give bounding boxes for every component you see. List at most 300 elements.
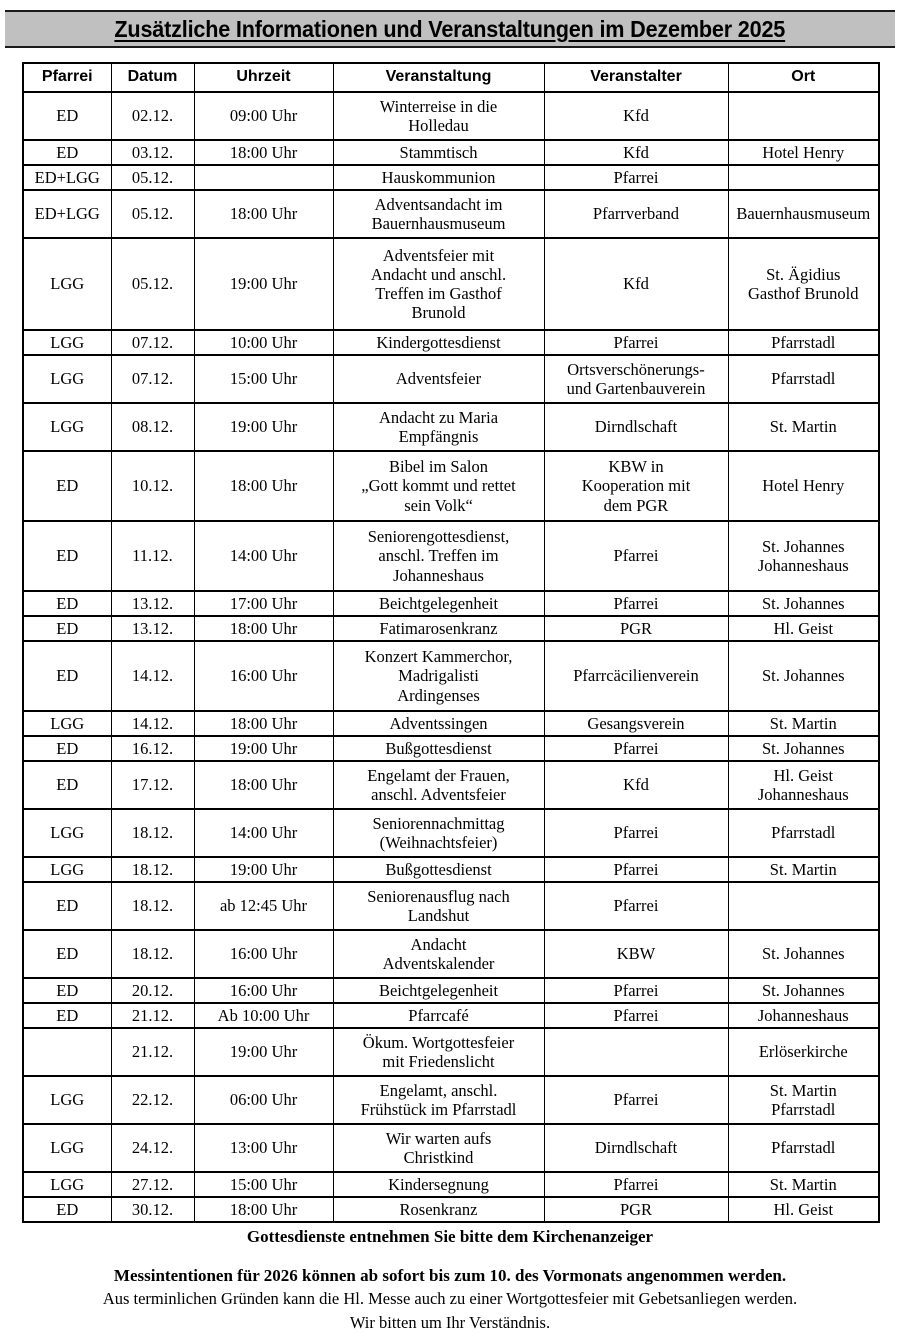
- cell-pfarrei: [23, 1124, 111, 1172]
- cell-veranstaltung: [333, 1028, 544, 1076]
- cell-ort: [728, 761, 879, 809]
- cell-line: 15:00 Uhr: [229, 1174, 298, 1194]
- cell-veranstaltung: [333, 238, 544, 330]
- events-table: [22, 62, 880, 1223]
- cell-line: 08.12.: [131, 417, 174, 437]
- cell-datum: [111, 591, 194, 616]
- table-row: [23, 930, 879, 978]
- cell-line: 14.12.: [131, 666, 174, 686]
- cell-line: Beichtgelegenheit: [378, 980, 499, 1000]
- cell-line: 19:00 Uhr: [229, 274, 298, 294]
- table-row: [23, 403, 879, 451]
- cell-datum: [111, 1028, 194, 1076]
- cell-line: Hl. Geist: [773, 1199, 834, 1219]
- cell-veranstalter: [544, 165, 728, 190]
- cell-line: 19:00 Uhr: [229, 738, 298, 758]
- cell-veranstalter: [544, 857, 728, 882]
- cell-line: Johanneshaus: [393, 565, 484, 585]
- cell-line: 19:00 Uhr: [229, 1042, 298, 1062]
- cell-line: ED+LGG: [34, 167, 100, 187]
- table-body: [23, 92, 879, 1222]
- cell-ort: [728, 403, 879, 451]
- cell-line: 18:00 Uhr: [229, 618, 298, 638]
- cell-veranstalter: [544, 711, 728, 736]
- cell-line: Gesangsverein: [587, 713, 685, 733]
- cell-line: Adventskalender: [382, 954, 495, 973]
- cell-line: Johanneshaus: [757, 1005, 849, 1025]
- cell-line: 05.12.: [131, 274, 174, 294]
- cell-line: sein Volk“: [404, 495, 473, 515]
- cell-datum: [111, 616, 194, 641]
- cell-veranstaltung: [333, 1076, 544, 1124]
- cell-ort: [728, 1197, 879, 1222]
- cell-line: 05.12.: [131, 167, 174, 187]
- cell-line: 18.12.: [131, 823, 174, 843]
- cell-veranstalter: [544, 882, 728, 930]
- cell-line: ED: [56, 593, 79, 613]
- cell-line: 07.12.: [131, 369, 174, 389]
- cell-line: Adventssingen: [389, 713, 488, 733]
- column-header-veranstaltung: Veranstaltung: [333, 63, 544, 92]
- cell-line: Pfarrcäcilienverein: [573, 666, 699, 686]
- cell-pfarrei: [23, 140, 111, 165]
- cell-datum: [111, 238, 194, 330]
- cell-ort: [728, 1076, 879, 1124]
- cell-line: 13.12.: [131, 593, 174, 613]
- cell-line: 10.12.: [131, 476, 174, 496]
- cell-pfarrei: [23, 641, 111, 711]
- cell-uhrzeit: [194, 355, 333, 403]
- cell-ort: [728, 451, 879, 521]
- cell-ort: [728, 1124, 879, 1172]
- table-row: [23, 761, 879, 809]
- cell-line: und Gartenbauverein: [566, 379, 706, 398]
- cell-line: 09:00 Uhr: [229, 106, 298, 126]
- cell-line: St. Johannes: [762, 980, 845, 1000]
- cell-line: LGG: [50, 859, 85, 879]
- cell-veranstaltung: [333, 857, 544, 882]
- table-row: [23, 92, 879, 140]
- cell-line: Hauskommunion: [381, 167, 496, 187]
- cell-pfarrei: [23, 1172, 111, 1197]
- cell-veranstalter: [544, 1172, 728, 1197]
- cell-pfarrei: [23, 92, 111, 140]
- cell-line: Andacht und anschl.: [370, 264, 507, 284]
- table-row: [23, 616, 879, 641]
- table-row: [23, 1124, 879, 1172]
- cell-line: 11.12.: [132, 546, 173, 566]
- cell-line: Beichtgelegenheit: [378, 593, 499, 613]
- cell-veranstalter: [544, 930, 728, 978]
- cell-line: 14.12.: [131, 713, 174, 733]
- cell-line: Andacht zu Maria: [378, 407, 499, 427]
- cell-ort: [728, 978, 879, 1003]
- cell-line: 17:00 Uhr: [229, 593, 298, 613]
- cell-line: St. Johannes: [762, 944, 845, 964]
- cell-uhrzeit: [194, 761, 333, 809]
- cell-veranstaltung: [333, 736, 544, 761]
- cell-line: Kooperation mit: [581, 476, 691, 496]
- cell-line: ED: [56, 142, 79, 162]
- table-row: [23, 711, 879, 736]
- cell-uhrzeit: [194, 238, 333, 330]
- cell-datum: [111, 736, 194, 761]
- cell-line: Pfarrei: [613, 980, 659, 1000]
- footer-intentions-note: Messintentionen für 2026 können ab sofort bis zum 10. des Vormonats angenommen werden.: [113, 1266, 787, 1286]
- table-row: [23, 882, 879, 930]
- table-row: [23, 591, 879, 616]
- cell-datum: [111, 1124, 194, 1172]
- cell-line: Dirndlschaft: [594, 1138, 678, 1158]
- cell-line: Bauernhausmuseum: [371, 214, 506, 233]
- cell-veranstalter: [544, 1076, 728, 1124]
- cell-line: Kfd: [623, 106, 649, 126]
- table-row: [23, 809, 879, 857]
- cell-line: St. Johannes: [762, 666, 845, 686]
- cell-line: Kfd: [623, 274, 649, 294]
- cell-datum: [111, 92, 194, 140]
- table-row: [23, 978, 879, 1003]
- cell-line: Bußgottesdienst: [385, 738, 492, 758]
- cell-ort: [728, 1028, 879, 1076]
- cell-veranstaltung: [333, 140, 544, 165]
- cell-datum: [111, 355, 194, 403]
- column-header-uhrzeit: Uhrzeit: [194, 63, 333, 92]
- cell-line: ab 12:45 Uhr: [219, 896, 308, 916]
- cell-line: 18:00 Uhr: [229, 204, 298, 224]
- cell-veranstaltung: [333, 1124, 544, 1172]
- cell-line: 19:00 Uhr: [229, 859, 298, 879]
- table-row: [23, 1076, 879, 1124]
- cell-veranstalter: [544, 978, 728, 1003]
- cell-line: LGG: [50, 274, 85, 294]
- cell-line: ED: [56, 546, 79, 566]
- cell-line: 13:00 Uhr: [229, 1138, 298, 1158]
- table-header: [23, 63, 879, 92]
- cell-line: KBW in: [608, 457, 664, 477]
- column-header-veranstalter: Veranstalter: [544, 63, 728, 92]
- cell-veranstaltung: [333, 1172, 544, 1197]
- cell-ort: [728, 616, 879, 641]
- cell-veranstaltung: [333, 330, 544, 355]
- cell-line: Rosenkranz: [399, 1199, 478, 1219]
- cell-line: PGR: [619, 618, 653, 638]
- cell-ort: [728, 238, 879, 330]
- cell-datum: [111, 1003, 194, 1028]
- cell-veranstalter: [544, 1197, 728, 1222]
- cell-line: Pfarrstadl: [771, 332, 836, 352]
- cell-line: Pfarrei: [613, 332, 659, 352]
- cell-line: Hotel Henry: [762, 476, 845, 496]
- cell-line: St. Martin: [769, 1174, 837, 1194]
- cell-pfarrei: [23, 616, 111, 641]
- cell-line: ED: [56, 896, 79, 916]
- cell-datum: [111, 641, 194, 711]
- cell-veranstaltung: [333, 165, 544, 190]
- cell-line: mit Friedenslicht: [382, 1052, 495, 1071]
- table-row: [23, 521, 879, 591]
- cell-ort: [728, 711, 879, 736]
- cell-pfarrei: [23, 1076, 111, 1124]
- column-header-ort: Ort: [728, 63, 879, 92]
- cell-veranstalter: [544, 190, 728, 238]
- cell-pfarrei: [23, 330, 111, 355]
- cell-uhrzeit: [194, 330, 333, 355]
- cell-veranstaltung: [333, 451, 544, 521]
- footer-notes: [22, 1226, 878, 1334]
- cell-uhrzeit: [194, 736, 333, 761]
- cell-line: Dirndlschaft: [594, 417, 678, 437]
- cell-uhrzeit: [194, 190, 333, 238]
- cell-pfarrei: [23, 761, 111, 809]
- cell-line: 16:00 Uhr: [229, 944, 298, 964]
- cell-veranstalter: [544, 451, 728, 521]
- cell-datum: [111, 140, 194, 165]
- cell-line: ED: [56, 738, 79, 758]
- cell-line: Pfarrstadl: [771, 1138, 836, 1158]
- cell-line: Pfarrstadl: [771, 823, 836, 843]
- cell-line: LGG: [50, 713, 85, 733]
- cell-uhrzeit: [194, 451, 333, 521]
- cell-line: 18:00 Uhr: [229, 713, 298, 733]
- table-row: [23, 190, 879, 238]
- cell-uhrzeit: [194, 1172, 333, 1197]
- table-row: [23, 736, 879, 761]
- cell-ort: [728, 930, 879, 978]
- footer-scheduling-note: Aus terminlichen Gründen kann die Hl. Messe auch zu einer Wortgottesfeier mit Gebetsanliegen werden.: [102, 1289, 798, 1309]
- cell-line: 18:00 Uhr: [229, 775, 298, 795]
- cell-line: 18.12.: [131, 859, 174, 879]
- cell-line: Pfarrstadl: [771, 369, 836, 389]
- cell-ort: [728, 521, 879, 591]
- cell-uhrzeit: [194, 521, 333, 591]
- cell-line: 14:00 Uhr: [229, 823, 298, 843]
- cell-line: Pfarrei: [613, 546, 659, 566]
- cell-veranstalter: [544, 591, 728, 616]
- cell-veranstalter: [544, 403, 728, 451]
- cell-line: Pfarrei: [613, 167, 659, 187]
- cell-uhrzeit: [194, 1124, 333, 1172]
- cell-line: 18:00 Uhr: [229, 1199, 298, 1219]
- cell-line: Pfarrei: [613, 738, 659, 758]
- cell-line: ED: [56, 106, 79, 126]
- cell-pfarrei: [23, 165, 111, 190]
- footer-understanding-note: Wir bitten um Ihr Verständnis.: [349, 1312, 551, 1332]
- cell-line: St. Martin: [769, 1080, 837, 1100]
- cell-line: Kfd: [623, 142, 649, 162]
- title-banner: [5, 10, 895, 48]
- cell-pfarrei: [23, 403, 111, 451]
- cell-veranstaltung: [333, 1197, 544, 1222]
- cell-line: Johanneshaus: [757, 785, 849, 804]
- cell-ort: [728, 736, 879, 761]
- cell-veranstalter: [544, 736, 728, 761]
- cell-veranstaltung: [333, 92, 544, 140]
- cell-line: Pfarrei: [613, 823, 659, 843]
- cell-datum: [111, 190, 194, 238]
- cell-line: Gasthof Brunold: [748, 284, 859, 303]
- cell-veranstalter: [544, 1003, 728, 1028]
- cell-uhrzeit: [194, 1197, 333, 1222]
- cell-line: Erlöserkirche: [758, 1042, 848, 1062]
- cell-line: Winterreise in die: [379, 96, 498, 116]
- cell-veranstaltung: [333, 761, 544, 809]
- page-title: Zusätzliche Informationen und Veranstaltungen im Dezember 2025: [114, 15, 786, 42]
- cell-line: LGG: [50, 1174, 85, 1194]
- cell-line: 15:00 Uhr: [229, 369, 298, 389]
- cell-uhrzeit: [194, 711, 333, 736]
- cell-line: 06:00 Uhr: [229, 1090, 298, 1110]
- cell-line: Pfarrstadl: [771, 1100, 836, 1119]
- cell-line: Seniorenausflug nach: [367, 886, 510, 906]
- cell-line: Kindergottesdienst: [376, 332, 501, 352]
- cell-veranstaltung: [333, 355, 544, 403]
- cell-datum: [111, 1197, 194, 1222]
- column-header-datum: Datum: [111, 63, 194, 92]
- cell-datum: [111, 711, 194, 736]
- cell-line: 10:00 Uhr: [229, 332, 298, 352]
- cell-veranstalter: [544, 521, 728, 591]
- cell-line: 02.12.: [131, 106, 174, 126]
- table-row: [23, 1028, 879, 1076]
- cell-ort: [728, 355, 879, 403]
- cell-ort: [728, 857, 879, 882]
- cell-line: LGG: [50, 1090, 85, 1110]
- cell-line: Ortsverschönerungs-: [567, 359, 705, 379]
- cell-veranstalter: [544, 1028, 728, 1076]
- cell-uhrzeit: [194, 882, 333, 930]
- cell-pfarrei: [23, 978, 111, 1003]
- cell-datum: [111, 930, 194, 978]
- cell-veranstaltung: [333, 521, 544, 591]
- table-row: [23, 641, 879, 711]
- cell-line: Pfarrei: [613, 593, 659, 613]
- cell-line: Landshut: [407, 906, 470, 925]
- cell-line: Pfarrei: [613, 1174, 659, 1194]
- cell-veranstaltung: [333, 711, 544, 736]
- cell-veranstaltung: [333, 403, 544, 451]
- footer-services-note: Gottesdienste entnehmen Sie bitte dem Kirchenanzeiger: [246, 1227, 654, 1246]
- cell-veranstaltung: [333, 1003, 544, 1028]
- cell-line: Pfarrcafé: [408, 1005, 469, 1025]
- cell-line: LGG: [50, 1138, 85, 1158]
- cell-line: Madrigalisti: [398, 666, 479, 686]
- cell-veranstalter: [544, 616, 728, 641]
- table-row: [23, 1197, 879, 1222]
- cell-line: 21.12.: [131, 1042, 174, 1062]
- cell-line: 18.12.: [131, 896, 174, 916]
- cell-line: 03.12.: [131, 142, 174, 162]
- cell-line: 27.12.: [131, 1174, 174, 1194]
- cell-line: Hl. Geist: [773, 618, 834, 638]
- cell-datum: [111, 857, 194, 882]
- cell-line: ED: [56, 1005, 79, 1025]
- cell-datum: [111, 882, 194, 930]
- cell-line: 24.12.: [131, 1138, 174, 1158]
- cell-line: Fatimarosenkranz: [379, 618, 498, 638]
- cell-ort: [728, 882, 879, 930]
- cell-uhrzeit: [194, 978, 333, 1003]
- cell-line: Pfarrei: [613, 896, 659, 916]
- table-row: [23, 355, 879, 403]
- cell-ort: [728, 1172, 879, 1197]
- cell-pfarrei: [23, 521, 111, 591]
- cell-line: ED: [56, 980, 79, 1000]
- cell-datum: [111, 761, 194, 809]
- cell-uhrzeit: [194, 616, 333, 641]
- cell-line: dem PGR: [603, 495, 669, 515]
- cell-ort: [728, 591, 879, 616]
- cell-datum: [111, 403, 194, 451]
- cell-line: 18.12.: [131, 944, 174, 964]
- cell-line: Adventsfeier: [395, 369, 482, 389]
- cell-line: Pfarrei: [613, 1090, 659, 1110]
- table-row: [23, 330, 879, 355]
- cell-veranstaltung: [333, 978, 544, 1003]
- cell-veranstalter: [544, 641, 728, 711]
- cell-ort: [728, 190, 879, 238]
- cell-veranstalter: [544, 238, 728, 330]
- cell-line: ED: [56, 476, 79, 496]
- cell-uhrzeit: [194, 403, 333, 451]
- cell-line: Konzert Kammerchor,: [364, 647, 513, 667]
- cell-line: ED+LGG: [34, 204, 100, 224]
- cell-ort: [728, 140, 879, 165]
- cell-line: 21.12.: [131, 1005, 174, 1025]
- cell-line: anschl. Adventsfeier: [371, 785, 506, 804]
- cell-line: LGG: [50, 823, 85, 843]
- cell-line: Treffen im Gasthof: [375, 284, 502, 303]
- cell-line: Brunold: [411, 303, 466, 323]
- cell-line: 05.12.: [131, 204, 174, 224]
- cell-line: Hotel Henry: [762, 142, 845, 162]
- cell-pfarrei: [23, 711, 111, 736]
- cell-line: LGG: [50, 417, 85, 437]
- cell-line: 18:00 Uhr: [229, 476, 298, 496]
- cell-line: ED: [56, 1199, 79, 1219]
- document-page: [0, 10, 900, 1332]
- cell-pfarrei: [23, 882, 111, 930]
- cell-veranstalter: [544, 809, 728, 857]
- cell-line: St. Martin: [769, 713, 837, 733]
- cell-veranstalter: [544, 92, 728, 140]
- cell-line: LGG: [50, 369, 85, 389]
- cell-line: Pfarrverband: [592, 204, 680, 224]
- cell-line: ED: [56, 944, 79, 964]
- cell-line: Adventsfeier mit: [382, 245, 495, 265]
- cell-line: Kindersegnung: [388, 1174, 489, 1194]
- cell-pfarrei: [23, 451, 111, 521]
- cell-ort: [728, 641, 879, 711]
- cell-line: 16:00 Uhr: [229, 980, 298, 1000]
- table-row: [23, 857, 879, 882]
- cell-uhrzeit: [194, 809, 333, 857]
- column-header-pfarrei: Pfarrei: [23, 63, 111, 92]
- cell-line: St. Johannes: [762, 593, 845, 613]
- cell-line: Stammtisch: [399, 142, 478, 162]
- cell-line: 16.12.: [131, 738, 174, 758]
- cell-uhrzeit: [194, 930, 333, 978]
- cell-datum: [111, 1172, 194, 1197]
- cell-datum: [111, 978, 194, 1003]
- cell-datum: [111, 451, 194, 521]
- cell-veranstalter: [544, 1124, 728, 1172]
- cell-line: Bauernhausmuseum: [736, 204, 871, 224]
- cell-uhrzeit: [194, 140, 333, 165]
- cell-datum: [111, 165, 194, 190]
- cell-line: St. Johannes: [762, 738, 845, 758]
- cell-line: Kfd: [623, 775, 649, 795]
